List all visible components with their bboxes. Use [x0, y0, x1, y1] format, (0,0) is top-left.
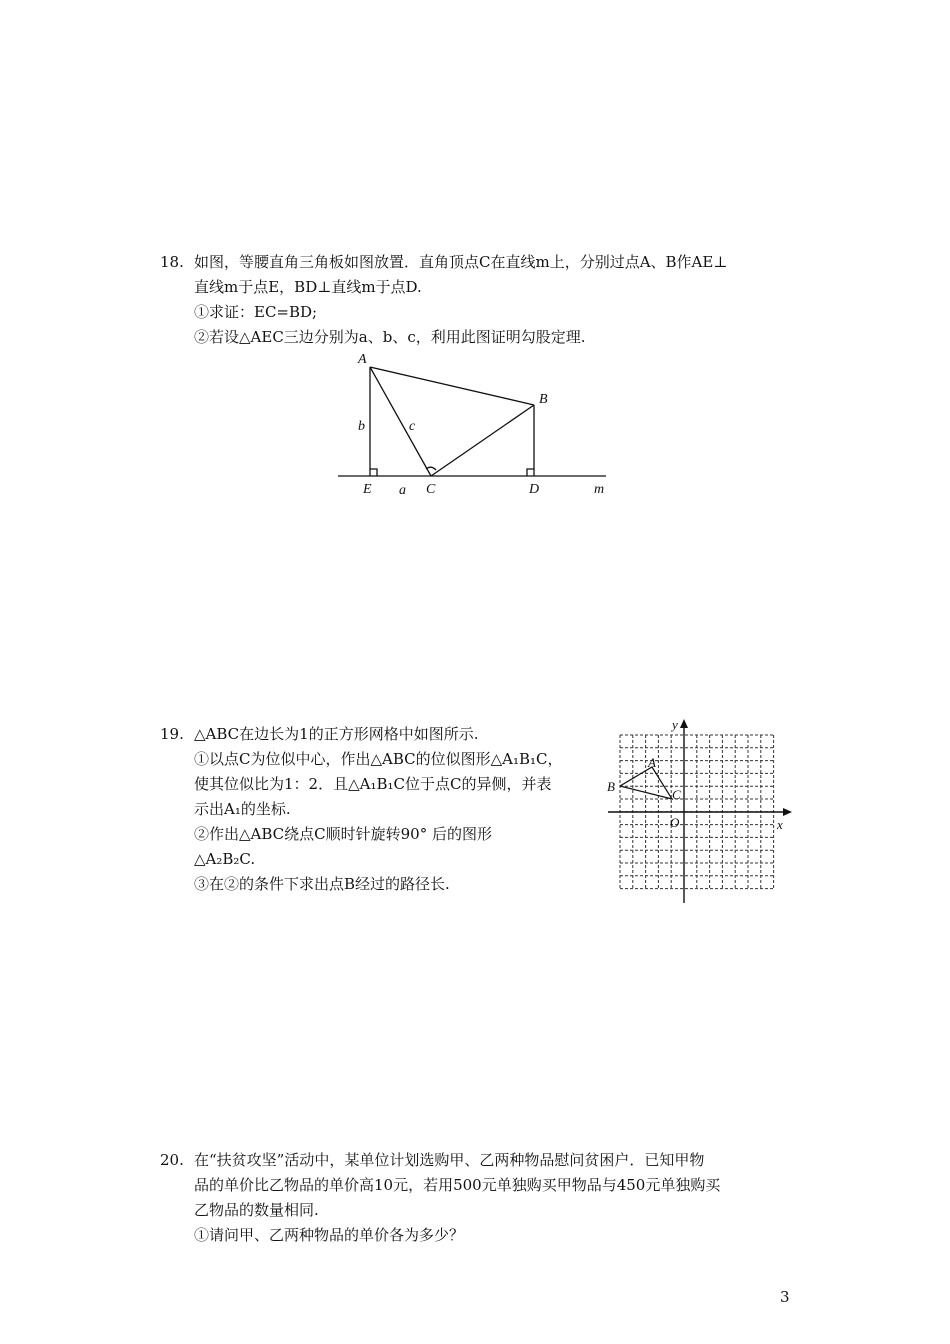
label-O: O [670, 815, 680, 830]
question-text-line: 使其位似比为1：2．且△A₁B₁C位于点C的异侧，并表 [194, 775, 552, 793]
question-text-line: ①请问甲、乙两种物品的单价各为多少？ [194, 1226, 465, 1244]
question-number: 18. [160, 253, 184, 271]
question-text-line: 品的单价比乙物品的单价高10元，若用500元单独购买甲物品与450元单独购买 [194, 1176, 721, 1194]
question-20 [160, 1148, 790, 1248]
question-text-line: 直线m于点E，BD⊥直线m于点D. [194, 278, 422, 296]
question-text-line: 示出A₁的坐标. [194, 800, 291, 818]
question-text-line: ①以点C为位似中心，作出△ABC的位似图形△A₁B₁C， [194, 750, 563, 768]
question-text-line: ①求证：EC=BD; [194, 303, 318, 321]
question-text-line: △A₂B₂C. [194, 850, 256, 868]
label-x: x [777, 817, 783, 832]
label-y: y [672, 717, 678, 732]
label-m: m [594, 482, 605, 497]
question-text-line: 在“扶贫攻坚”活动中，某单位计划选购甲、乙两种物品慰问贫困户．已知甲物 [194, 1151, 705, 1169]
question-18 [160, 250, 790, 350]
label-D: D [529, 482, 540, 497]
question-text-line: ②若设△AEC三边分别为a、b、c，利用此图证明勾股定理. [194, 328, 586, 346]
label-E: E [363, 482, 372, 497]
label-B: B [539, 392, 548, 407]
label-B: B [607, 779, 615, 794]
question-text-line: ②作出△ABC绕点C顺时针旋转90° 后的图形 [194, 825, 492, 843]
question-text-line: 乙物品的数量相同. [194, 1201, 319, 1219]
label-C: C [426, 482, 436, 497]
question-text-line: △ABC在边长为1的正方形网格中如图所示. [194, 725, 479, 743]
page-number: 3 [780, 1288, 790, 1306]
question-number: 19. [160, 725, 184, 743]
label-a: a [399, 483, 406, 498]
label-A: A [648, 755, 656, 770]
question-text-line: ③在②的条件下求出点B经过的路径长. [194, 875, 450, 893]
figure-19-grid [600, 715, 800, 905]
question-number: 20. [160, 1151, 184, 1169]
label-c: c [409, 419, 416, 434]
figure-18-right-triangle [330, 345, 620, 505]
question-text-line: 如图，等腰直角三角板如图放置．直角顶点C在直线m上，分别过点A、B作AE⊥ [194, 253, 728, 271]
label-b: b [358, 419, 365, 434]
label-C: C [672, 787, 681, 802]
label-A: A [358, 352, 367, 367]
